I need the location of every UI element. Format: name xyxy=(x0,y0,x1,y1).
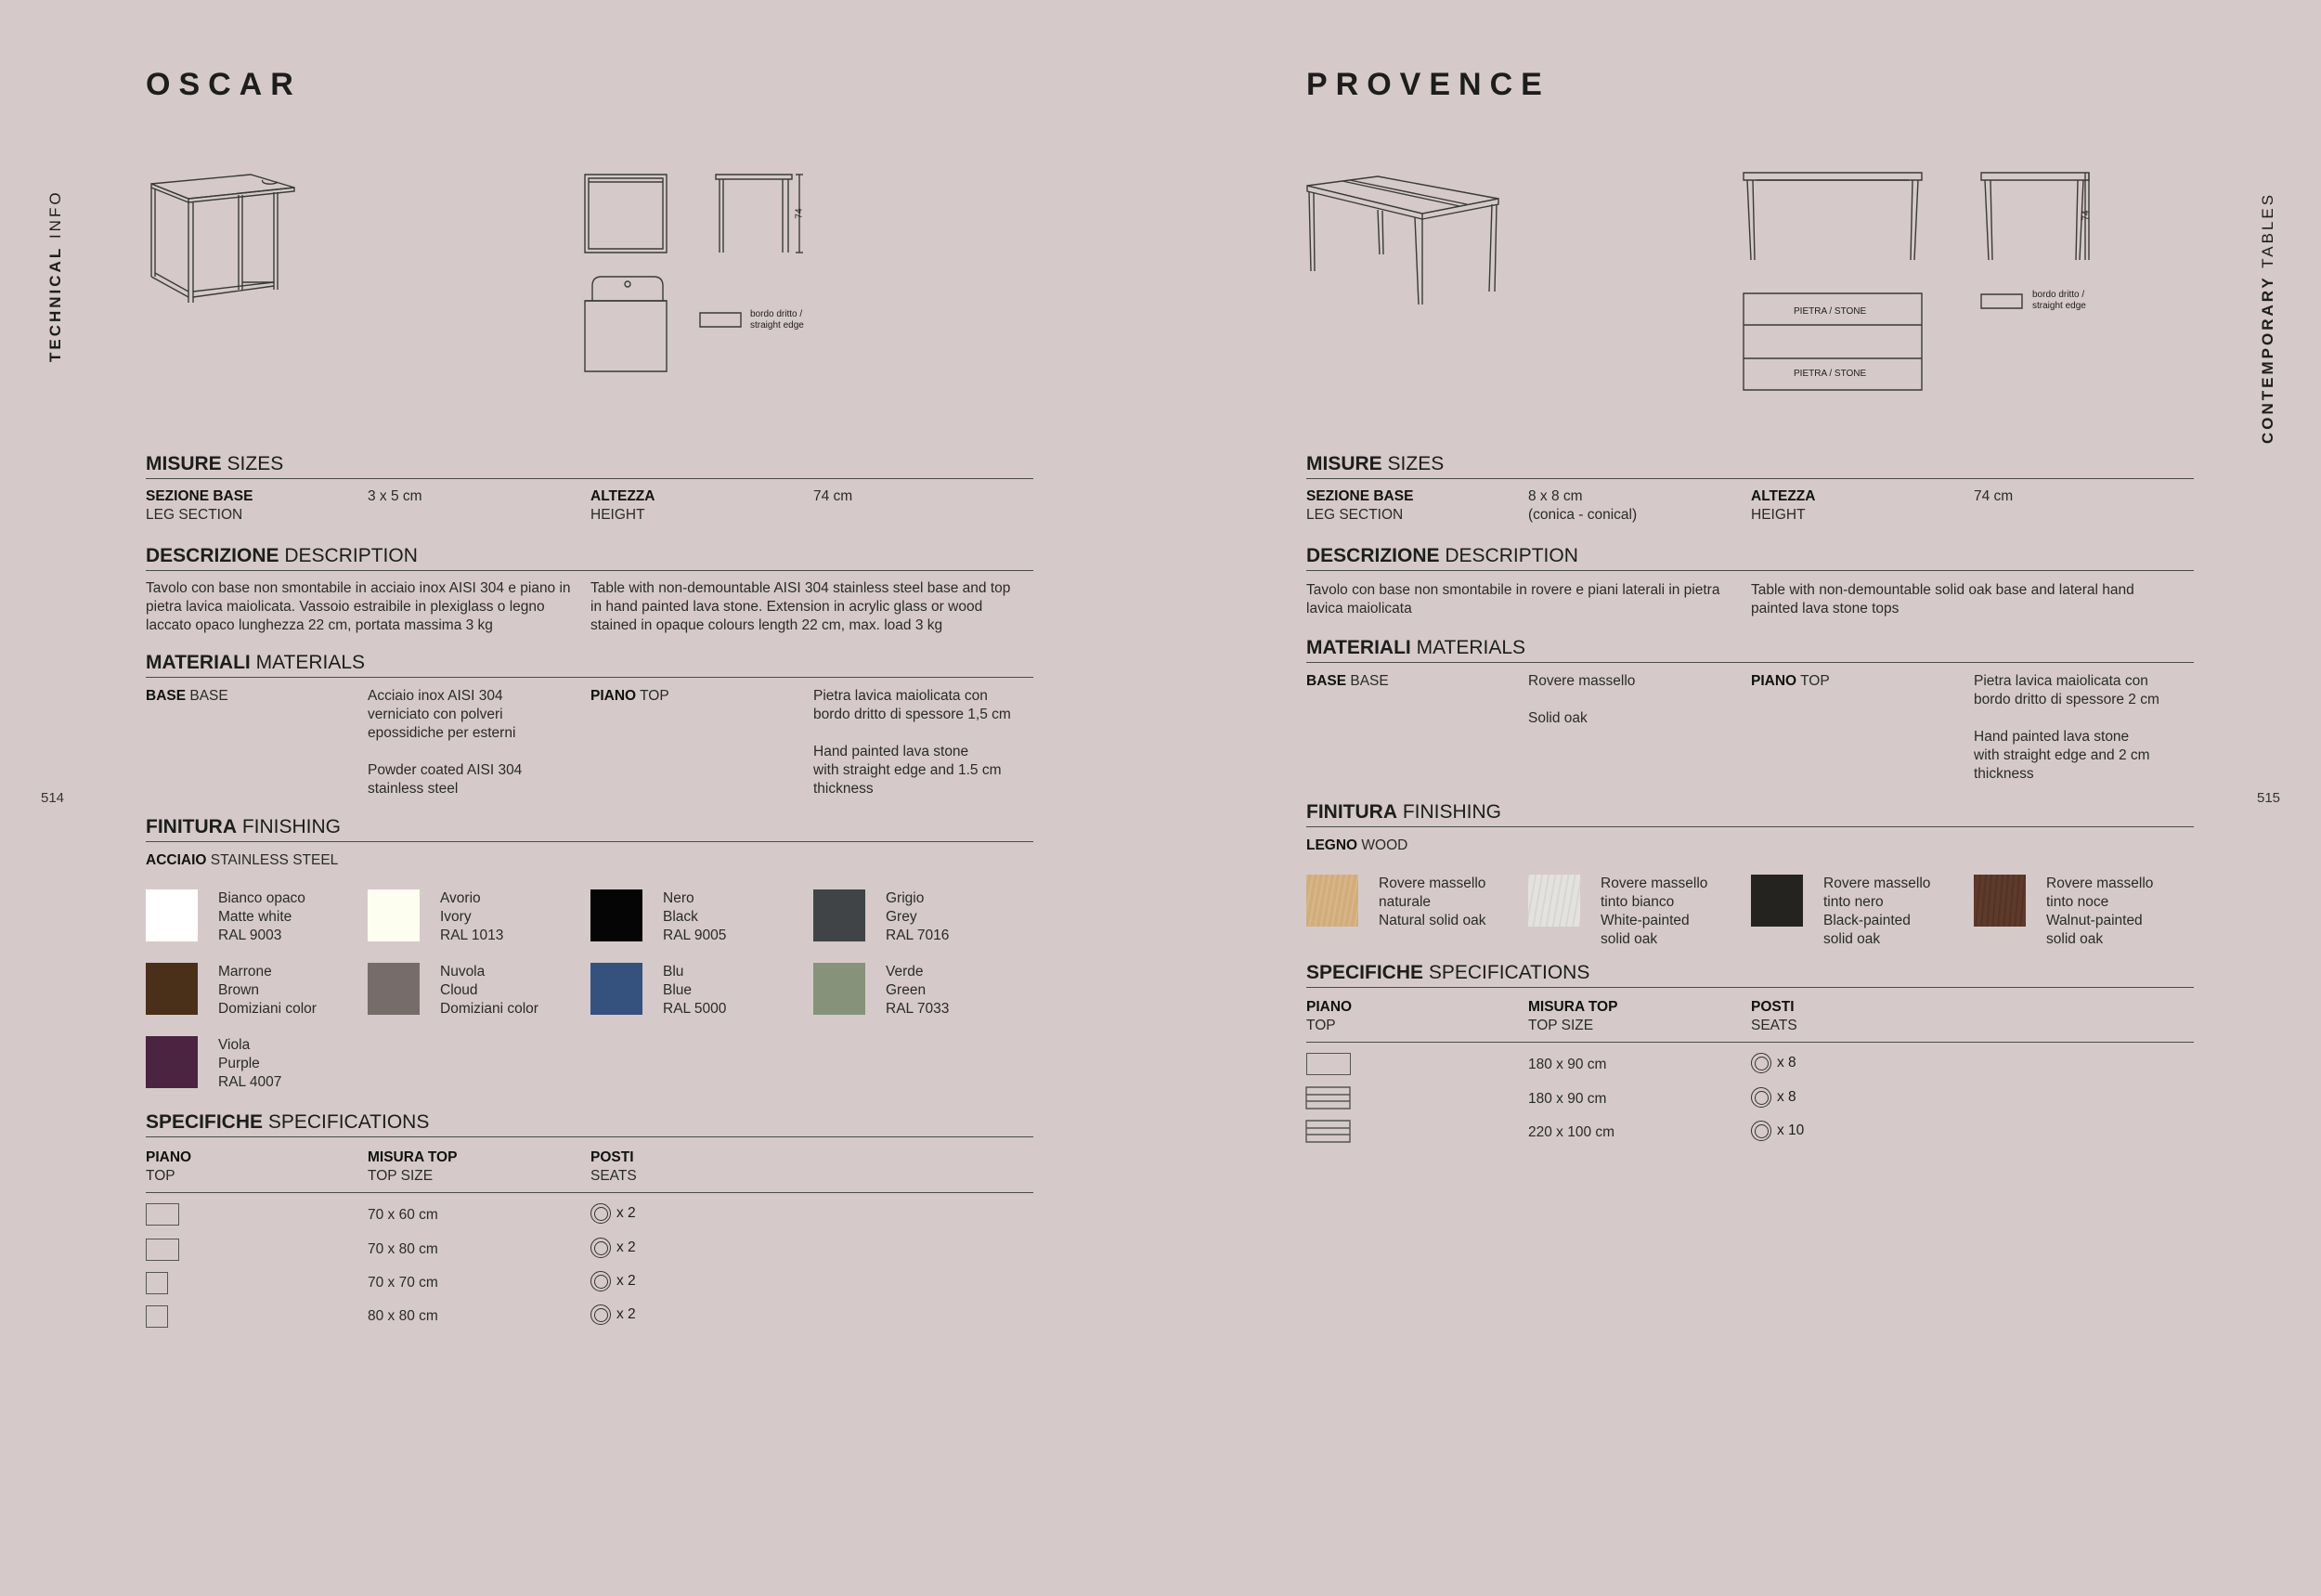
provence-top-label: PIANO TOP xyxy=(1751,673,1830,689)
provence-perspective-drawing xyxy=(1303,173,1508,312)
swatch-brown xyxy=(146,963,198,1015)
oscar-base-label: BASE BASE xyxy=(146,688,228,704)
seat-icon xyxy=(1751,1121,1771,1141)
page-number-left: 514 xyxy=(41,790,65,806)
seat-icon xyxy=(1751,1053,1771,1073)
provence-height-value: 74 cm xyxy=(1974,488,2014,504)
oscar-materials-heading: MATERIALI MATERIALS xyxy=(146,652,1033,678)
provence-base-value: Rovere massello Solid oak xyxy=(1528,673,1636,726)
oscar-description-it: Tavolo con base non smontabile in acciaio inox AISI 304 e piano in pietra lavica maiolicata. Vassoio estraibile in plexiglass o legno laccato opaco lunghezza 22 cm, portata massima 3 kg xyxy=(146,580,571,633)
provence-top-value: Pietra lavica maiolicata con bordo dritto di spessore 2 cm Hand painted lava stone with straight edge and 2 cm thickness xyxy=(1974,673,2159,782)
oscar-top-shape-square xyxy=(146,1305,168,1328)
swatch-label-blue: Blu Blue RAL 5000 xyxy=(663,964,727,1017)
swatch-walnut-oak xyxy=(1974,875,2026,927)
oscar-spec-seats: x 2 xyxy=(590,1304,636,1325)
swatch-label-purple: Viola Purple RAL 4007 xyxy=(218,1037,282,1090)
oscar-height-dimension: 74 xyxy=(794,208,805,219)
product-title-oscar: OSCAR xyxy=(146,67,302,102)
oscar-top-shape-square xyxy=(146,1272,168,1294)
swatch-green xyxy=(813,963,865,1015)
swatch-label-grey: Grigio Grey RAL 7016 xyxy=(886,890,950,943)
oscar-spec-size: 80 x 80 cm xyxy=(368,1308,438,1324)
oscar-specs-heading: SPECIFICHE SPECIFICATIONS xyxy=(146,1111,1033,1137)
swatch-natural-oak xyxy=(1306,875,1358,927)
swatch-label-walnut-oak: Rovere massello tinto noce Walnut-painted solid oak xyxy=(2046,876,2154,947)
swatch-black-oak xyxy=(1751,875,1803,927)
provence-stone-label-top: PIETRA / STONE xyxy=(1794,306,1867,317)
seat-icon xyxy=(1751,1087,1771,1108)
oscar-spec-seats: x 2 xyxy=(590,1238,636,1258)
provence-materials-heading: MATERIALI MATERIALS xyxy=(1306,637,2194,663)
provence-specs-col-size: MISURA TOP TOP SIZE xyxy=(1528,999,1618,1033)
oscar-top-view-drawing xyxy=(583,275,672,377)
provence-spec-size: 180 x 90 cm xyxy=(1528,1057,1607,1072)
oscar-leg-section-label: SEZIONE BASE LEG SECTION xyxy=(146,488,253,523)
oscar-edge-profile-drawing xyxy=(698,310,745,331)
provence-side-view-drawing xyxy=(1977,171,2098,264)
oscar-specs-col-top: PIANO TOP xyxy=(146,1149,192,1184)
swatch-label-matte-white: Bianco opaco Matte white RAL 9003 xyxy=(218,890,305,943)
provence-description-heading: DESCRIZIONE DESCRIPTION xyxy=(1306,545,2194,571)
swatch-black xyxy=(590,889,642,941)
oscar-height-value: 74 cm xyxy=(813,488,853,504)
oscar-finishing-heading: FINITURA FINISHING xyxy=(146,816,1033,842)
oscar-specs-col-size: MISURA TOP TOP SIZE xyxy=(368,1149,458,1184)
oscar-front-view-drawing xyxy=(583,173,672,256)
swatch-label-natural-oak: Rovere massello naturale Natural solid oak xyxy=(1379,876,1486,928)
oscar-top-label: PIANO TOP xyxy=(590,688,669,704)
product-title-provence: PROVENCE xyxy=(1306,67,1550,102)
provence-specs-col-seats: POSTI SEATS xyxy=(1751,999,1797,1033)
provence-spec-seats: x 8 xyxy=(1751,1053,1796,1073)
oscar-spec-seats: x 2 xyxy=(590,1271,636,1291)
swatch-white-oak xyxy=(1528,875,1580,927)
provence-specs-rule xyxy=(1306,1042,2194,1043)
oscar-top-shape-rect xyxy=(146,1203,179,1226)
oscar-spec-seats: x 2 xyxy=(590,1203,636,1224)
swatch-cloud xyxy=(368,963,420,1015)
provence-top-shape-split xyxy=(1305,1120,1352,1144)
oscar-top-value: Pietra lavica maiolicata con bordo dritto di spessore 1,5 cm Hand painted lava stone with straight edge and 1.5 cm thickness xyxy=(813,688,1011,797)
provence-leg-section-label: SEZIONE BASE LEG SECTION xyxy=(1306,488,1414,523)
oscar-leg-section-value: 3 x 5 cm xyxy=(368,488,422,504)
swatch-blue xyxy=(590,963,642,1015)
provence-specs-heading: SPECIFICHE SPECIFICATIONS xyxy=(1306,962,2194,988)
swatch-grey xyxy=(813,889,865,941)
oscar-top-shape-rect xyxy=(146,1239,179,1261)
provence-specs-col-top: PIANO TOP xyxy=(1306,999,1353,1033)
swatch-label-cloud: Nuvola Cloud Domiziani color xyxy=(440,964,538,1017)
seat-icon xyxy=(590,1238,611,1258)
provence-description-en: Table with non-demountable solid oak base and lateral hand painted lava stone tops xyxy=(1751,582,2134,616)
provence-top-shape-rect xyxy=(1306,1053,1351,1075)
oscar-specs-rule xyxy=(146,1192,1033,1193)
provence-spec-size: 180 x 90 cm xyxy=(1528,1091,1607,1107)
provence-edge-profile-drawing xyxy=(1979,292,2026,312)
seat-icon xyxy=(590,1203,611,1224)
swatch-label-black-oak: Rovere massello tinto nero Black-painted solid oak xyxy=(1823,876,1931,947)
provence-spec-seats: x 10 xyxy=(1751,1121,1804,1141)
oscar-finishing-subheading: ACCIAIO STAINLESS STEEL xyxy=(146,852,339,868)
swatch-label-black: Nero Black RAL 9005 xyxy=(663,890,727,943)
oscar-base-value: Acciaio inox AISI 304 verniciato con polveri epossidiche per esterni Powder coated AISI 304 stainless steel xyxy=(368,688,523,797)
provence-leg-section-value: 8 x 8 cm (conica - conical) xyxy=(1528,488,1638,523)
provence-sizes-heading: MISURE SIZES xyxy=(1306,453,2194,479)
swatch-label-ivory: Avorio Ivory RAL 1013 xyxy=(440,890,504,943)
oscar-spec-size: 70 x 60 cm xyxy=(368,1207,438,1223)
provence-finishing-heading: FINITURA FINISHING xyxy=(1306,801,2194,827)
seat-icon xyxy=(590,1304,611,1325)
swatch-matte-white xyxy=(146,889,198,941)
provence-base-label: BASE BASE xyxy=(1306,673,1389,689)
provence-stone-label-bottom: PIETRA / STONE xyxy=(1794,369,1867,379)
swatch-label-green: Verde Green RAL 7033 xyxy=(886,964,950,1017)
page-number-right: 515 xyxy=(2257,790,2281,806)
seat-icon xyxy=(590,1271,611,1291)
side-label-contemporary-tables: CONTEMPORARY TABLES xyxy=(2259,191,2276,444)
provence-edge-note: bordo dritto / straight edge xyxy=(2032,290,2086,311)
provence-spec-seats: x 8 xyxy=(1751,1087,1796,1108)
oscar-edge-note: bordo dritto / straight edge xyxy=(750,309,804,331)
swatch-ivory xyxy=(368,889,420,941)
swatch-label-brown: Marrone Brown Domiziani color xyxy=(218,964,317,1017)
oscar-spec-size: 70 x 70 cm xyxy=(368,1275,438,1291)
provence-height-label: ALTEZZA HEIGHT xyxy=(1751,488,1816,523)
provence-spec-size: 220 x 100 cm xyxy=(1528,1124,1615,1140)
provence-height-dimension: 74 xyxy=(2081,210,2092,221)
provence-description-it: Tavolo con base non smontabile in rovere e piani laterali in pietra lavica maiolicata xyxy=(1306,582,1720,616)
swatch-purple xyxy=(146,1036,198,1088)
oscar-description-en: Table with non-demountable AISI 304 stainless steel base and top in hand painted lava stone. Extension in acrylic glass or wood stained in opaque colours length 22 cm, max. load 3 kg xyxy=(590,580,1011,633)
oscar-description-heading: DESCRIZIONE DESCRIPTION xyxy=(146,545,1033,571)
swatch-label-white-oak: Rovere massello tinto bianco White-painted solid oak xyxy=(1601,876,1708,947)
provence-finishing-subheading: LEGNO WOOD xyxy=(1306,837,1408,853)
oscar-specs-col-seats: POSTI SEATS xyxy=(590,1149,637,1184)
oscar-spec-size: 70 x 80 cm xyxy=(368,1241,438,1257)
oscar-height-label: ALTEZZA HEIGHT xyxy=(590,488,655,523)
oscar-sizes-heading: MISURE SIZES xyxy=(146,453,1033,479)
provence-front-view-drawing xyxy=(1742,171,1927,264)
oscar-perspective-drawing xyxy=(144,167,302,316)
provence-top-shape-split xyxy=(1305,1086,1352,1110)
side-label-technical-info: TECHNICAL INFO xyxy=(46,189,64,362)
